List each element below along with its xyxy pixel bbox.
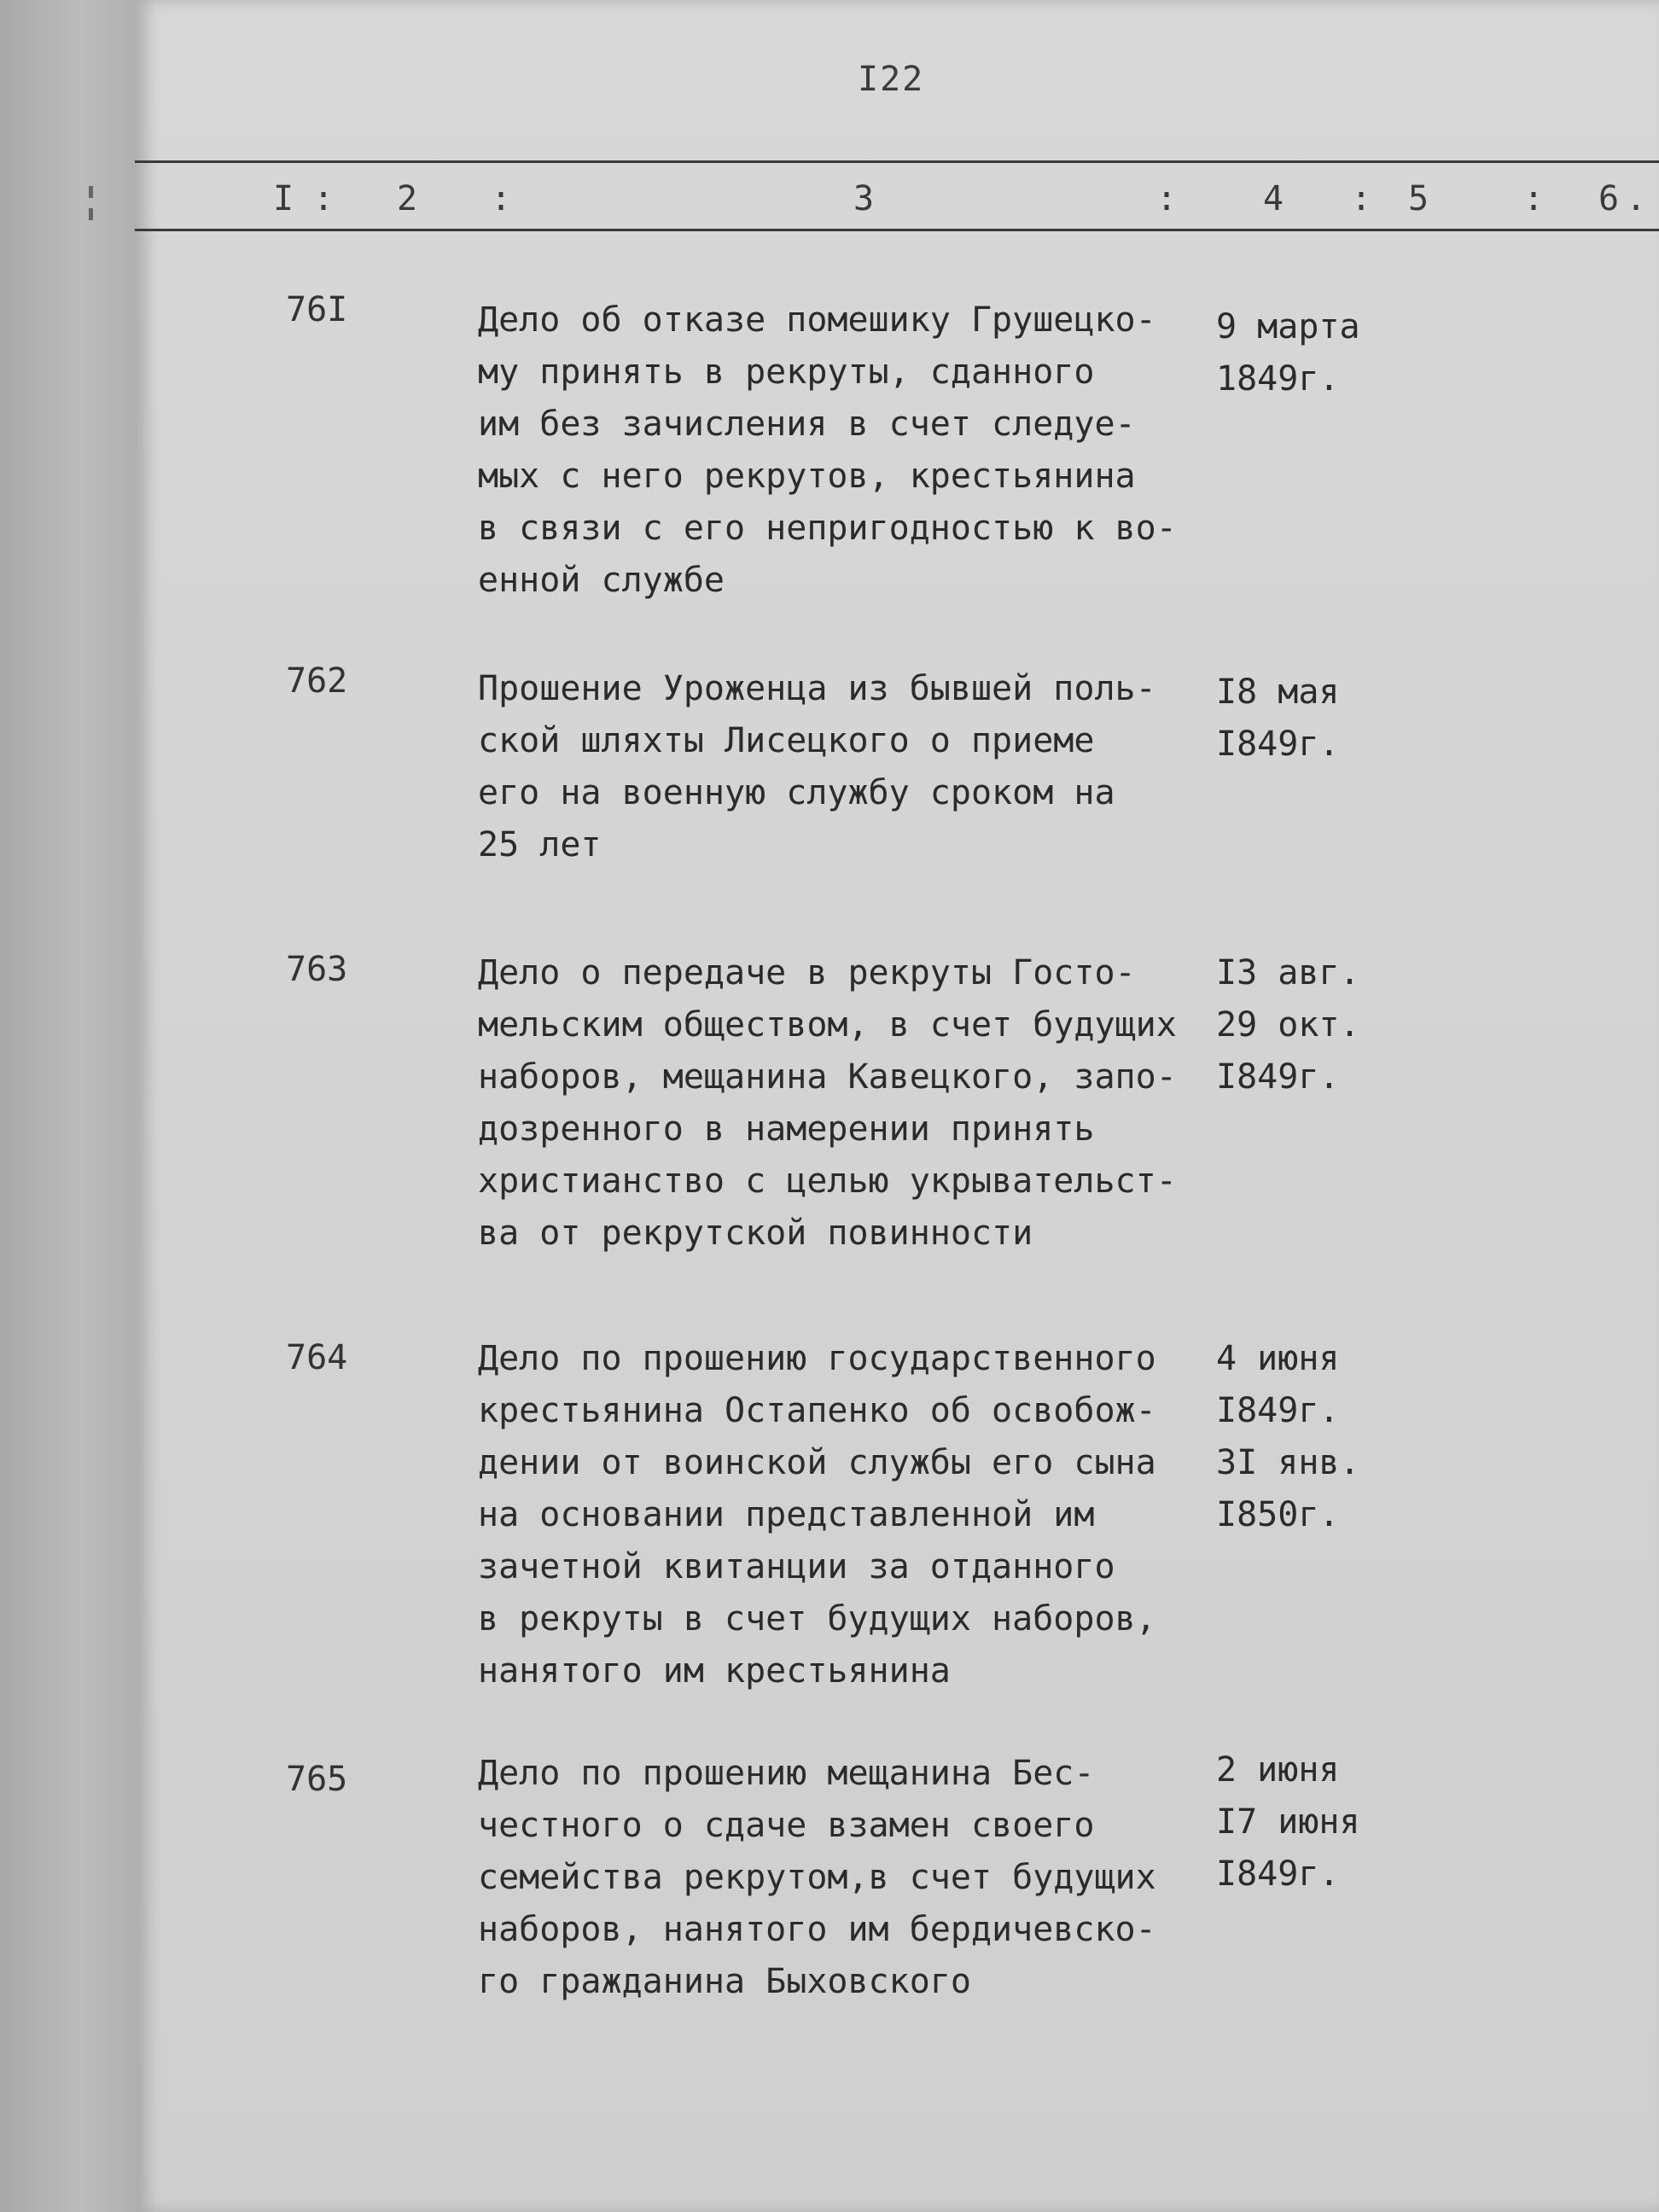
- entry-number: 763: [286, 950, 348, 989]
- entry-date: 9 марта 1849г.: [1216, 307, 1360, 399]
- header-top-rule: [135, 160, 1659, 163]
- adjacent-page-edge: [0, 0, 137, 2212]
- header-bottom-rule: [135, 229, 1659, 231]
- column-header-4: 4: [1263, 179, 1284, 218]
- entry-number: 76I: [286, 290, 348, 329]
- entry-description: Прошение Уроженца из бывшей поль- ской шляхты Лисецкого о приеме его на военную службу сроком на 25 лет: [478, 669, 1156, 864]
- column-header-6: 6: [1598, 179, 1620, 218]
- column-header-5: 5: [1408, 179, 1429, 218]
- column-header-1: I: [273, 179, 294, 218]
- entry-description: Дело об отказе помешику Грушецко- му принять в рекруты, сданного им без зачисления в счет следуе- мых с него рекрутов, крестьянина в связи с его непригодностью к во- енной службе: [478, 300, 1177, 600]
- entry-description: Дело по прошению мещанина Бес- честного о сдаче взамен своего семейства рекрутом,в счет будущих наборов, нанятого им бердичевско- го гражданина Быховского: [478, 1754, 1156, 2001]
- column-header-3: 3: [853, 179, 875, 218]
- page-number: I22: [858, 60, 925, 99]
- column-header-separator: :: [1523, 179, 1545, 218]
- column-header-separator: :: [491, 179, 512, 218]
- column-header-separator: :: [1156, 179, 1178, 218]
- column-header-separator: :: [313, 179, 335, 218]
- column-header-2: 2: [397, 179, 418, 218]
- entry-description: Дело по прошению государственного крестьянина Остапенко об освобож- дении от воинской службы его сына на основании представленной им зачетной квитанции за отданного в рекруты в счет будущих наборов, нанятого им крестьянина: [478, 1339, 1156, 1691]
- binding-mark: [89, 186, 93, 198]
- entry-date: 4 июня I849г. 3I янв. I850г.: [1216, 1339, 1360, 1534]
- entry-number: 765: [286, 1760, 348, 1799]
- entry-date: I8 мая I849г.: [1216, 672, 1340, 764]
- entry-date: 2 июня I7 июня I849г.: [1216, 1750, 1360, 1894]
- entry-date: I3 авг. 29 окт. I849г.: [1216, 953, 1360, 1097]
- entry-number: 762: [286, 661, 348, 701]
- column-header-end-dot: .: [1626, 179, 1647, 218]
- binding-mark: [89, 208, 93, 220]
- entry-number: 764: [286, 1338, 348, 1377]
- entry-description: Дело о передаче в рекруты Госто- мельским обществом, в счет будущих наборов, мещанина Кавецкого, запо- дозренного в намерении принять христианство с целью укрывательст- ва от рекрутской повинности: [478, 953, 1177, 1253]
- column-header-separator: :: [1351, 179, 1372, 218]
